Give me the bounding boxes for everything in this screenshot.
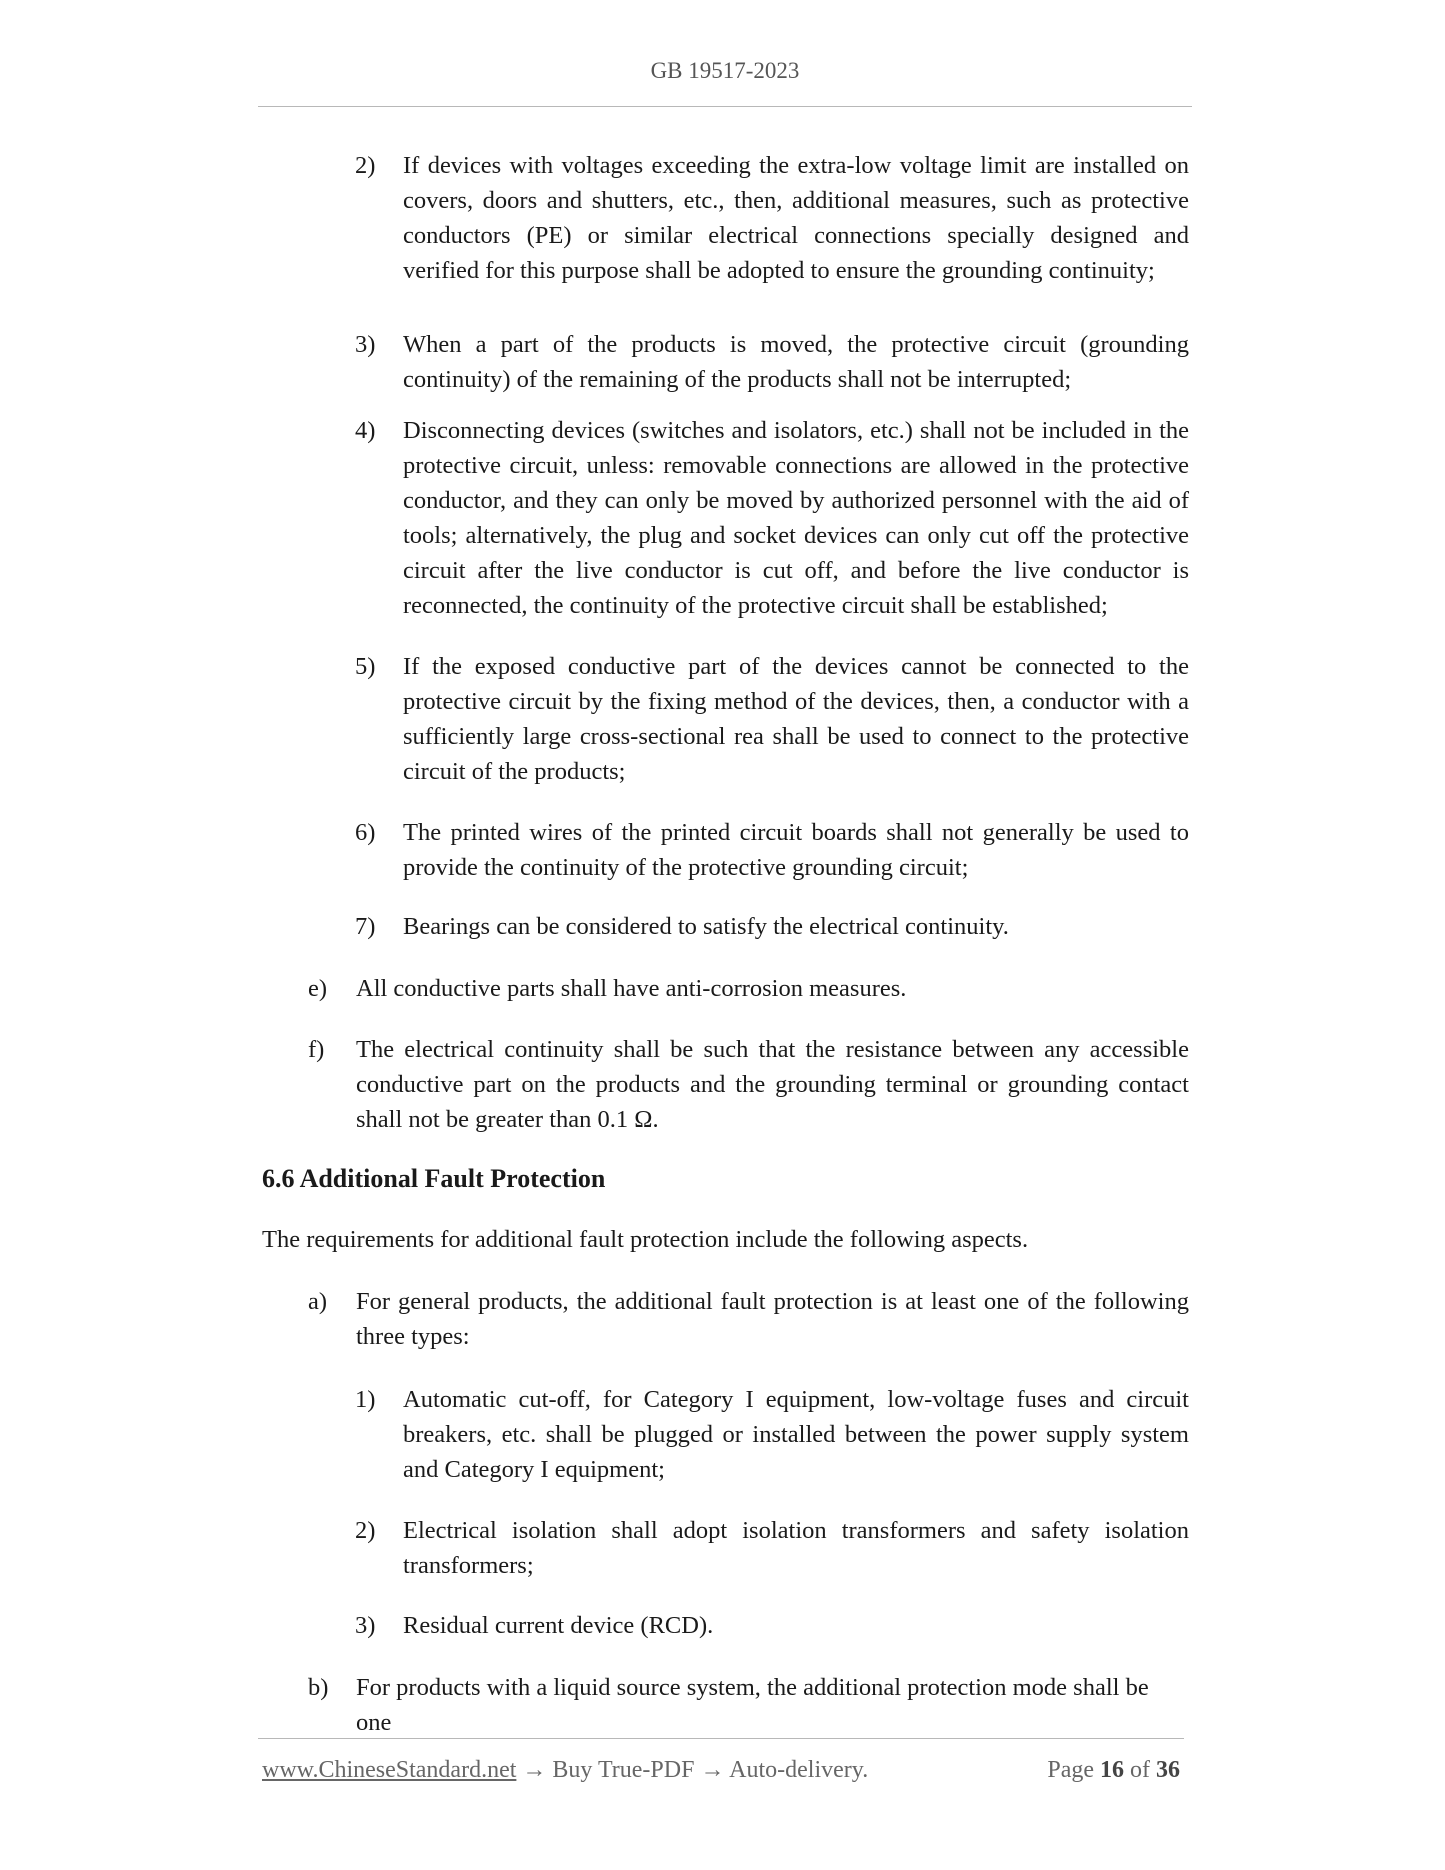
document-header-title: GB 19517-2023 <box>650 58 800 83</box>
site-link[interactable]: www.ChineseStandard.net <box>262 1757 517 1783</box>
buy-pdf-text: Buy True-PDF <box>552 1757 695 1783</box>
list-item <box>355 148 1189 288</box>
list-marker: 1) <box>355 1386 376 1413</box>
list-item-text: Automatic cut-off, for Category I equipment, low-voltage fuses and circuit breakers, etc. shall be plugged or installed between the power supply system and Category I equipment; <box>403 1386 1189 1483</box>
footer-promo <box>262 1757 868 1784</box>
list-item <box>355 909 1189 944</box>
list-marker: 3) <box>355 331 376 358</box>
list-item-text: The electrical continuity shall be such that the resistance between any accessible conductive part on the products and the grounding terminal or grounding contact shall not be greater than 0.1 Ω. <box>356 1036 1189 1133</box>
list-item-f <box>308 1032 1189 1137</box>
section-heading: 6.6 Additional Fault Protection <box>262 1164 606 1193</box>
list-marker: 4) <box>355 417 376 444</box>
list-item-text: If the exposed conductive part of the devices cannot be connected to the protective circuit by the fixing method of the devices, then, a conductor with a sufficiently large cross-sectional rea shall be used to connect to the protective circuit of the products; <box>403 653 1189 785</box>
page-indicator <box>1047 1757 1180 1784</box>
list-marker: a) <box>308 1288 328 1315</box>
list-marker: e) <box>308 975 328 1002</box>
list-item-e <box>308 971 1189 1006</box>
intro-paragraph: The requirements for additional fault protection include the following aspects. <box>262 1226 1029 1253</box>
arrow-right-icon: → <box>522 1757 547 1783</box>
list-item-text: When a part of the products is moved, the protective circuit (grounding continuity) of the remaining of the products shall not be interrupted; <box>403 331 1189 393</box>
of-word: of <box>1130 1757 1150 1783</box>
list-item-text: The printed wires of the printed circuit boards shall not generally be used to provide the continuity of the protective grounding circuit; <box>403 819 1189 881</box>
page-current: 16 <box>1100 1757 1124 1783</box>
list-marker: 5) <box>355 653 376 680</box>
footer-divider <box>258 1738 1184 1739</box>
list-item-text: Electrical isolation shall adopt isolation transformers and safety isolation transformers; <box>403 1517 1189 1579</box>
list-marker: 2) <box>355 1517 376 1544</box>
list-item <box>355 1382 1189 1487</box>
page-total: 36 <box>1156 1757 1180 1783</box>
list-item <box>355 1608 1189 1643</box>
list-marker: f) <box>308 1036 325 1063</box>
list-item <box>355 815 1189 885</box>
arrow-right-icon: → <box>700 1757 725 1783</box>
page-word: Page <box>1047 1757 1094 1783</box>
list-item <box>355 327 1189 397</box>
list-item <box>355 1513 1189 1583</box>
list-item-text: All conductive parts shall have anti-corrosion measures. <box>356 975 907 1002</box>
list-marker: 7) <box>355 913 376 940</box>
list-marker: 6) <box>355 819 376 846</box>
list-item-text: For general products, the additional fault protection is at least one of the following three types: <box>356 1288 1189 1350</box>
list-marker: 2) <box>355 152 376 179</box>
list-item-b <box>308 1670 1189 1740</box>
list-marker: b) <box>308 1674 329 1701</box>
list-item-text: For products with a liquid source system, the additional protection mode shall be one <box>356 1674 1149 1736</box>
list-item <box>355 413 1189 623</box>
list-item-a <box>308 1284 1189 1354</box>
list-item-text: Disconnecting devices (switches and isolators, etc.) shall not be included in the protective circuit, unless: removable connections are allowed in the protective conductor, and they can only be moved by authorized personnel with the aid of tools; alternatively, the plug and socket devices can only cut off the protective circuit after the live conductor is cut off, and before the live conductor is reconnected, the continuity of the protective circuit shall be established; <box>403 417 1189 619</box>
list-item-text: Bearings can be considered to satisfy the electrical continuity. <box>403 913 1009 940</box>
auto-delivery-text: Auto-delivery. <box>729 1757 869 1783</box>
list-item-text: If devices with voltages exceeding the extra-low voltage limit are installed on covers, doors and shutters, etc., then, additional measures, such as protective conductors (PE) or similar electrical connections specially designed and verified for this purpose shall be adopted to ensure the grounding continuity; <box>403 152 1189 284</box>
header-divider <box>258 106 1192 107</box>
list-marker: 3) <box>355 1612 376 1639</box>
list-item-text: Residual current device (RCD). <box>403 1612 714 1639</box>
list-item <box>355 649 1189 789</box>
